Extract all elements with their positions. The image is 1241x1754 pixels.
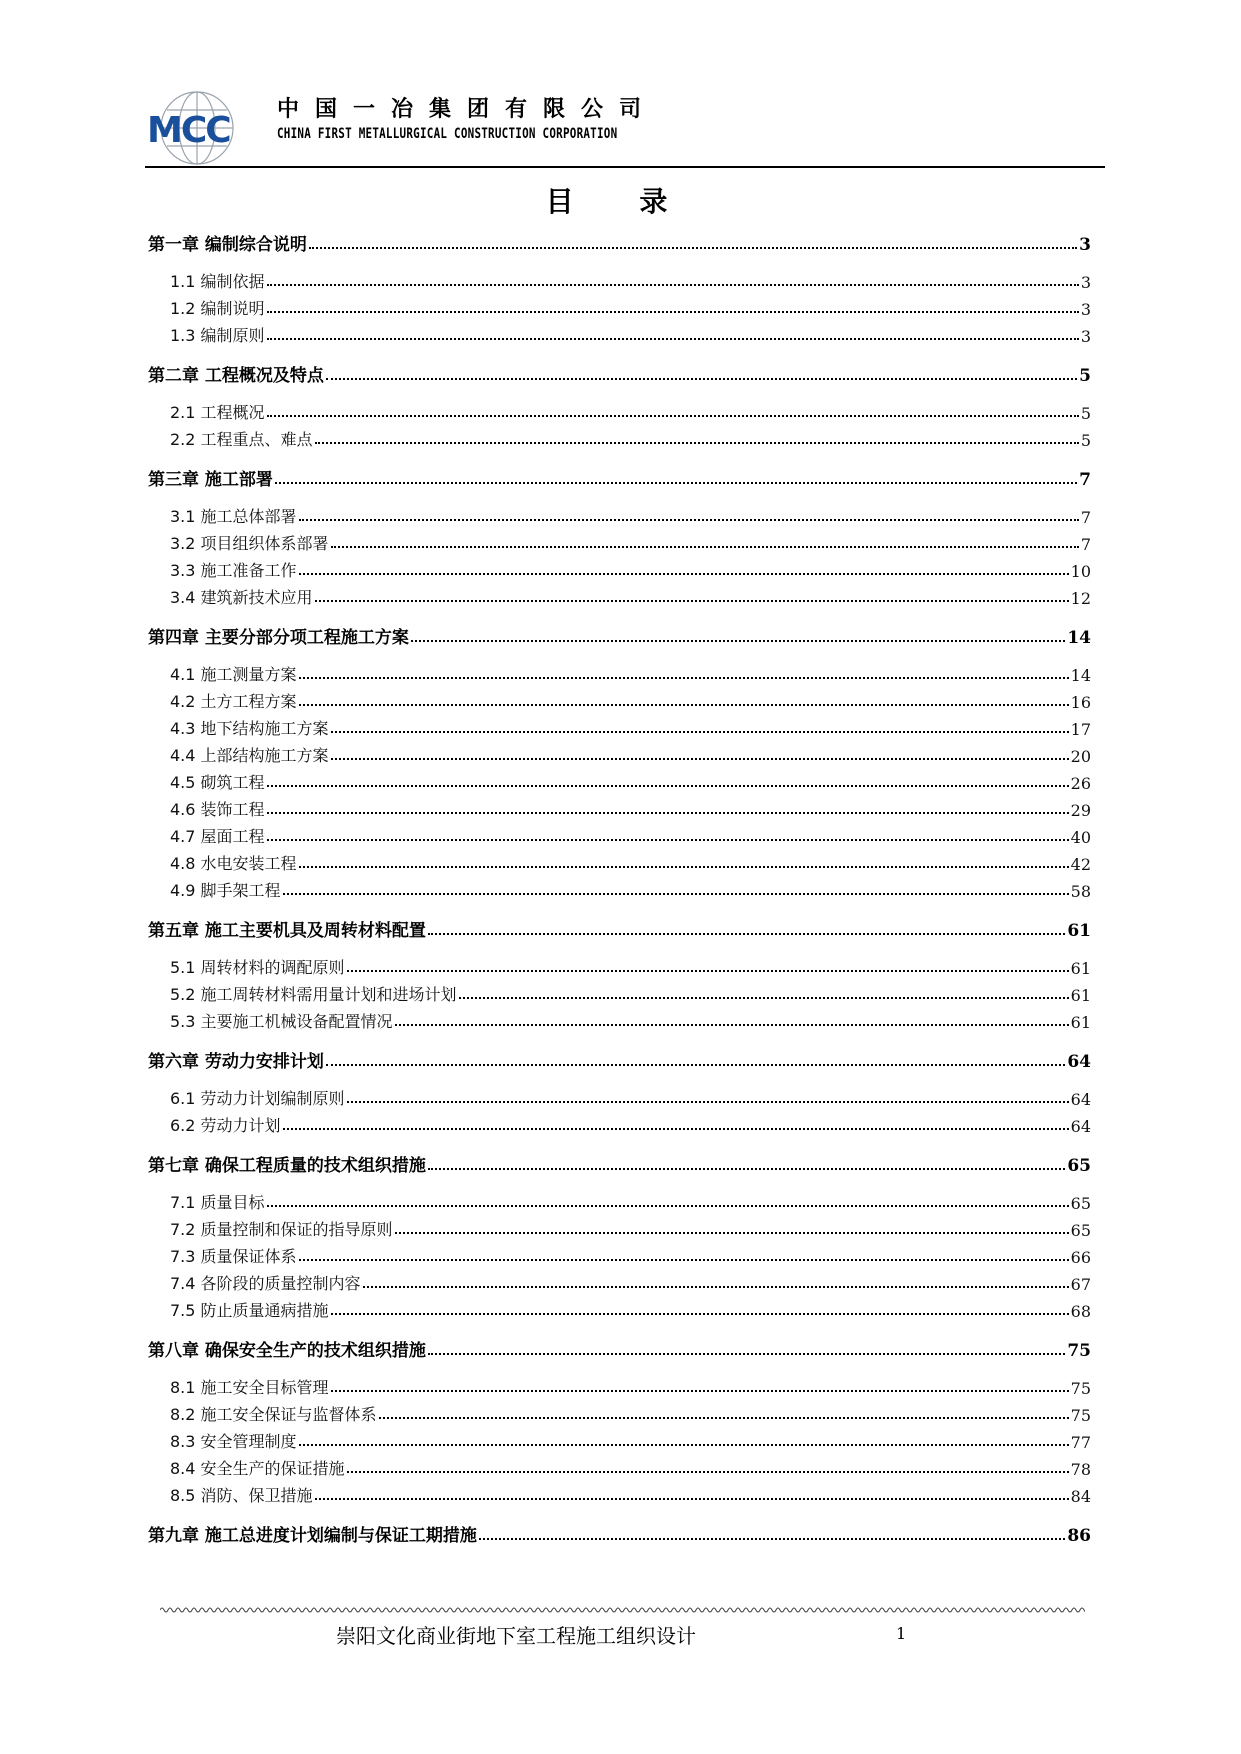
dot-leader: [275, 482, 1077, 484]
toc-section-label: 8.5 消防、保卫措施: [170, 1486, 313, 1505]
dot-leader: [347, 1101, 1069, 1103]
toc-page-number: 5: [1079, 366, 1091, 386]
toc-page-number: 3: [1080, 300, 1091, 319]
toc-page-number: 75: [1070, 1406, 1091, 1425]
toc-page-number: 64: [1070, 1117, 1091, 1136]
toc-section-entry[interactable]: [148, 1371, 1091, 1398]
toc-page-number: 86: [1067, 1526, 1091, 1546]
page-header: [145, 86, 1105, 170]
dot-leader: [299, 866, 1069, 868]
toc-section-entry[interactable]: [148, 685, 1091, 712]
toc-section-label: 3.2 项目组织体系部署: [170, 534, 329, 553]
dot-leader: [428, 933, 1065, 935]
toc-chapter-entry[interactable]: [148, 1334, 1091, 1361]
toc-section-label: 2.1 工程概况: [170, 403, 265, 422]
toc-page-number: 61: [1070, 959, 1091, 978]
toc-page-number: 14: [1070, 666, 1091, 685]
toc-chapter-entry[interactable]: [148, 1519, 1091, 1546]
toc-page-number: 64: [1070, 1090, 1091, 1109]
toc-section-entry[interactable]: [148, 978, 1091, 1005]
toc-section-entry[interactable]: [148, 1267, 1091, 1294]
toc-page-number: 84: [1070, 1487, 1091, 1506]
toc-section-entry[interactable]: [148, 766, 1091, 793]
toc-page-number: 29: [1070, 801, 1091, 820]
toc-section-label: 4.1 施工测量方案: [170, 665, 297, 684]
toc-section-label: 6.2 劳动力计划: [170, 1116, 281, 1135]
toc-page-number: 16: [1070, 693, 1091, 712]
toc-chapter-label: 第二章 工程概况及特点: [148, 366, 324, 386]
toc-page-number: 5: [1080, 404, 1091, 423]
toc-section-entry[interactable]: [148, 847, 1091, 874]
toc-page-number: 7: [1080, 535, 1091, 554]
logo-text: MCC: [147, 110, 230, 151]
dot-leader: [283, 1128, 1069, 1130]
toc-section-entry[interactable]: [148, 527, 1091, 554]
dot-leader: [315, 600, 1069, 602]
toc-page-number: 58: [1070, 882, 1091, 901]
toc-chapter-label: 第八章 确保安全生产的技术组织措施: [148, 1341, 426, 1361]
toc-section-label: 4.6 装饰工程: [170, 800, 265, 819]
footer-wave-divider: [160, 1605, 1085, 1615]
dot-leader: [299, 704, 1069, 706]
toc-section-entry[interactable]: [148, 1452, 1091, 1479]
toc-chapter-label: 第九章 施工总进度计划编制与保证工期措施: [148, 1526, 477, 1546]
toc-page-number: 26: [1070, 774, 1091, 793]
toc-section-label: 3.1 施工总体部署: [170, 507, 297, 526]
dot-leader: [315, 1498, 1069, 1500]
toc-chapter-label: 第七章 确保工程质量的技术组织措施: [148, 1156, 426, 1176]
toc-page-number: 65: [1070, 1221, 1091, 1240]
toc-page-number: 12: [1070, 589, 1091, 608]
footer-document-title: 崇阳文化商业街地下室工程施工组织设计: [336, 1624, 696, 1648]
toc-page-number: 40: [1070, 828, 1091, 847]
toc-page-number: 17: [1070, 720, 1091, 739]
dot-leader: [267, 785, 1069, 787]
toc-section-label: 1.3 编制原则: [170, 326, 265, 345]
table-of-contents: [148, 228, 1091, 1546]
toc-page-number: 10: [1070, 562, 1091, 581]
toc-chapter-entry[interactable]: [148, 228, 1091, 255]
toc-section-label: 7.5 防止质量通病措施: [170, 1301, 329, 1320]
toc-section-label: 8.4 安全生产的保证措施: [170, 1459, 345, 1478]
toc-section-label: 4.4 上部结构施工方案: [170, 746, 329, 765]
toc-page-number: 3: [1079, 235, 1091, 255]
dot-leader: [331, 1390, 1069, 1392]
toc-section-label: 3.4 建筑新技术应用: [170, 588, 313, 607]
company-name-cn: 中国一冶集团有限公司: [277, 97, 658, 122]
dot-leader: [428, 1168, 1065, 1170]
toc-section-label: 1.2 编制说明: [170, 299, 265, 318]
dot-leader: [395, 1232, 1069, 1234]
toc-chapter-label: 第六章 劳动力安排计划: [148, 1052, 324, 1072]
toc-section-label: 2.2 工程重点、难点: [170, 430, 313, 449]
toc-section-label: 7.2 质量控制和保证的指导原则: [170, 1220, 393, 1239]
dot-leader: [331, 546, 1079, 548]
toc-section-label: 4.2 土方工程方案: [170, 692, 297, 711]
toc-section-entry[interactable]: [148, 581, 1091, 608]
toc-page-number: 5: [1080, 431, 1091, 450]
dot-leader: [428, 1353, 1065, 1355]
toc-chapter-entry[interactable]: [148, 1045, 1091, 1072]
toc-section-label: 8.2 施工安全保证与监督体系: [170, 1405, 377, 1424]
toc-section-entry[interactable]: [148, 874, 1091, 901]
dot-leader: [326, 378, 1077, 380]
toc-section-label: 8.1 施工安全目标管理: [170, 1378, 329, 1397]
toc-page-number: 7: [1080, 508, 1091, 527]
toc-section-entry[interactable]: [148, 951, 1091, 978]
toc-section-entry[interactable]: [148, 319, 1091, 346]
dot-leader: [331, 1313, 1069, 1315]
dot-leader: [315, 442, 1079, 444]
toc-chapter-entry[interactable]: [148, 621, 1091, 648]
dot-leader: [309, 247, 1077, 249]
toc-section-label: 4.9 脚手架工程: [170, 881, 281, 900]
dot-leader: [283, 893, 1069, 895]
toc-page-number: 65: [1067, 1156, 1091, 1176]
dot-leader: [331, 731, 1069, 733]
dot-leader: [267, 1205, 1069, 1207]
toc-section-label: 8.3 安全管理制度: [170, 1432, 297, 1451]
toc-section-label: 5.1 周转材料的调配原则: [170, 958, 345, 977]
toc-page-number: 78: [1070, 1460, 1091, 1479]
toc-page-number: 61: [1067, 921, 1091, 941]
toc-page-number: 20: [1070, 747, 1091, 766]
toc-section-label: 4.7 屋面工程: [170, 827, 265, 846]
toc-section-entry[interactable]: [148, 820, 1091, 847]
toc-section-label: 7.1 质量目标: [170, 1193, 265, 1212]
toc-section-label: 1.1 编制依据: [170, 272, 265, 291]
mcc-logo: [145, 86, 245, 170]
toc-page-number: 66: [1070, 1248, 1091, 1267]
toc-section-entry[interactable]: [148, 658, 1091, 685]
toc-chapter-entry[interactable]: [148, 1149, 1091, 1176]
dot-leader: [267, 415, 1079, 417]
toc-chapter-label: 第五章 施工主要机具及周转材料配置: [148, 921, 426, 941]
toc-section-entry[interactable]: [148, 396, 1091, 423]
toc-page-number: 42: [1070, 855, 1091, 874]
dot-leader: [347, 1471, 1069, 1473]
toc-section-label: 7.4 各阶段的质量控制内容: [170, 1274, 361, 1293]
toc-chapter-label: 第一章 编制综合说明: [148, 235, 307, 255]
toc-section-label: 6.1 劳动力计划编制原则: [170, 1089, 345, 1108]
toc-section-entry[interactable]: [148, 1109, 1091, 1136]
toc-page-number: 3: [1080, 273, 1091, 292]
dot-leader: [267, 338, 1079, 340]
toc-page-number: 65: [1070, 1194, 1091, 1213]
toc-chapter-entry[interactable]: [148, 359, 1091, 386]
toc-page-number: 61: [1070, 1013, 1091, 1032]
toc-section-entry[interactable]: [148, 265, 1091, 292]
toc-section-label: 4.5 砌筑工程: [170, 773, 265, 792]
toc-section-entry[interactable]: [148, 554, 1091, 581]
toc-section-entry[interactable]: [148, 292, 1091, 319]
dot-leader: [326, 1064, 1065, 1066]
toc-page-number: 3: [1080, 327, 1091, 346]
toc-section-label: 5.3 主要施工机械设备配置情况: [170, 1012, 393, 1031]
dot-leader: [379, 1417, 1069, 1419]
toc-chapter-entry[interactable]: [148, 463, 1091, 490]
toc-section-entry[interactable]: [148, 793, 1091, 820]
toc-section-label: 4.8 水电安装工程: [170, 854, 297, 873]
toc-section-entry[interactable]: [148, 1186, 1091, 1213]
toc-chapter-label: 第四章 主要分部分项工程施工方案: [148, 628, 409, 648]
dot-leader: [459, 997, 1069, 999]
dot-leader: [299, 519, 1079, 521]
toc-section-label: 5.2 施工周转材料需用量计划和进场计划: [170, 985, 457, 1004]
toc-page-number: 75: [1070, 1379, 1091, 1398]
dot-leader: [267, 311, 1079, 313]
toc-section-entry[interactable]: [148, 1294, 1091, 1321]
dot-leader: [363, 1286, 1069, 1288]
dot-leader: [299, 573, 1069, 575]
toc-section-entry[interactable]: [148, 712, 1091, 739]
dot-leader: [395, 1024, 1069, 1026]
toc-chapter-entry[interactable]: [148, 914, 1091, 941]
toc-section-label: 4.3 地下结构施工方案: [170, 719, 329, 738]
toc-page-number: 77: [1070, 1433, 1091, 1452]
toc-section-entry[interactable]: [148, 739, 1091, 766]
dot-leader: [347, 970, 1069, 972]
toc-page-number: 61: [1070, 986, 1091, 1005]
dot-leader: [299, 1259, 1069, 1261]
toc-section-entry[interactable]: [148, 1240, 1091, 1267]
toc-section-label: 3.3 施工准备工作: [170, 561, 297, 580]
toc-page-number: 14: [1067, 628, 1091, 648]
toc-section-entry[interactable]: [148, 1082, 1091, 1109]
dot-leader: [411, 640, 1065, 642]
dot-leader: [299, 677, 1069, 679]
dot-leader: [267, 839, 1069, 841]
header-divider: [145, 166, 1105, 168]
toc-page-number: 7: [1079, 470, 1091, 490]
toc-section-entry[interactable]: [148, 1425, 1091, 1452]
toc-section-entry[interactable]: [148, 423, 1091, 450]
toc-page-number: 75: [1067, 1341, 1091, 1361]
dot-leader: [299, 1444, 1069, 1446]
toc-section-entry[interactable]: [148, 500, 1091, 527]
toc-section-entry[interactable]: [148, 1479, 1091, 1506]
dot-leader: [267, 284, 1079, 286]
dot-leader: [331, 758, 1069, 760]
toc-chapter-label: 第三章 施工部署: [148, 470, 273, 490]
dot-leader: [479, 1538, 1065, 1540]
toc-section-entry[interactable]: [148, 1005, 1091, 1032]
company-name-en: CHINA FIRST METALLURGICAL CONSTRUCTION CORPORATION: [277, 126, 618, 142]
toc-page-number: 68: [1070, 1302, 1091, 1321]
footer-page-number: 1: [896, 1624, 907, 1643]
toc-title: 目 录: [545, 185, 696, 218]
toc-section-label: 7.3 质量保证体系: [170, 1247, 297, 1266]
dot-leader: [267, 812, 1069, 814]
toc-page-number: 67: [1070, 1275, 1091, 1294]
toc-page-number: 64: [1067, 1052, 1091, 1072]
toc-section-entry[interactable]: [148, 1213, 1091, 1240]
toc-section-entry[interactable]: [148, 1398, 1091, 1425]
